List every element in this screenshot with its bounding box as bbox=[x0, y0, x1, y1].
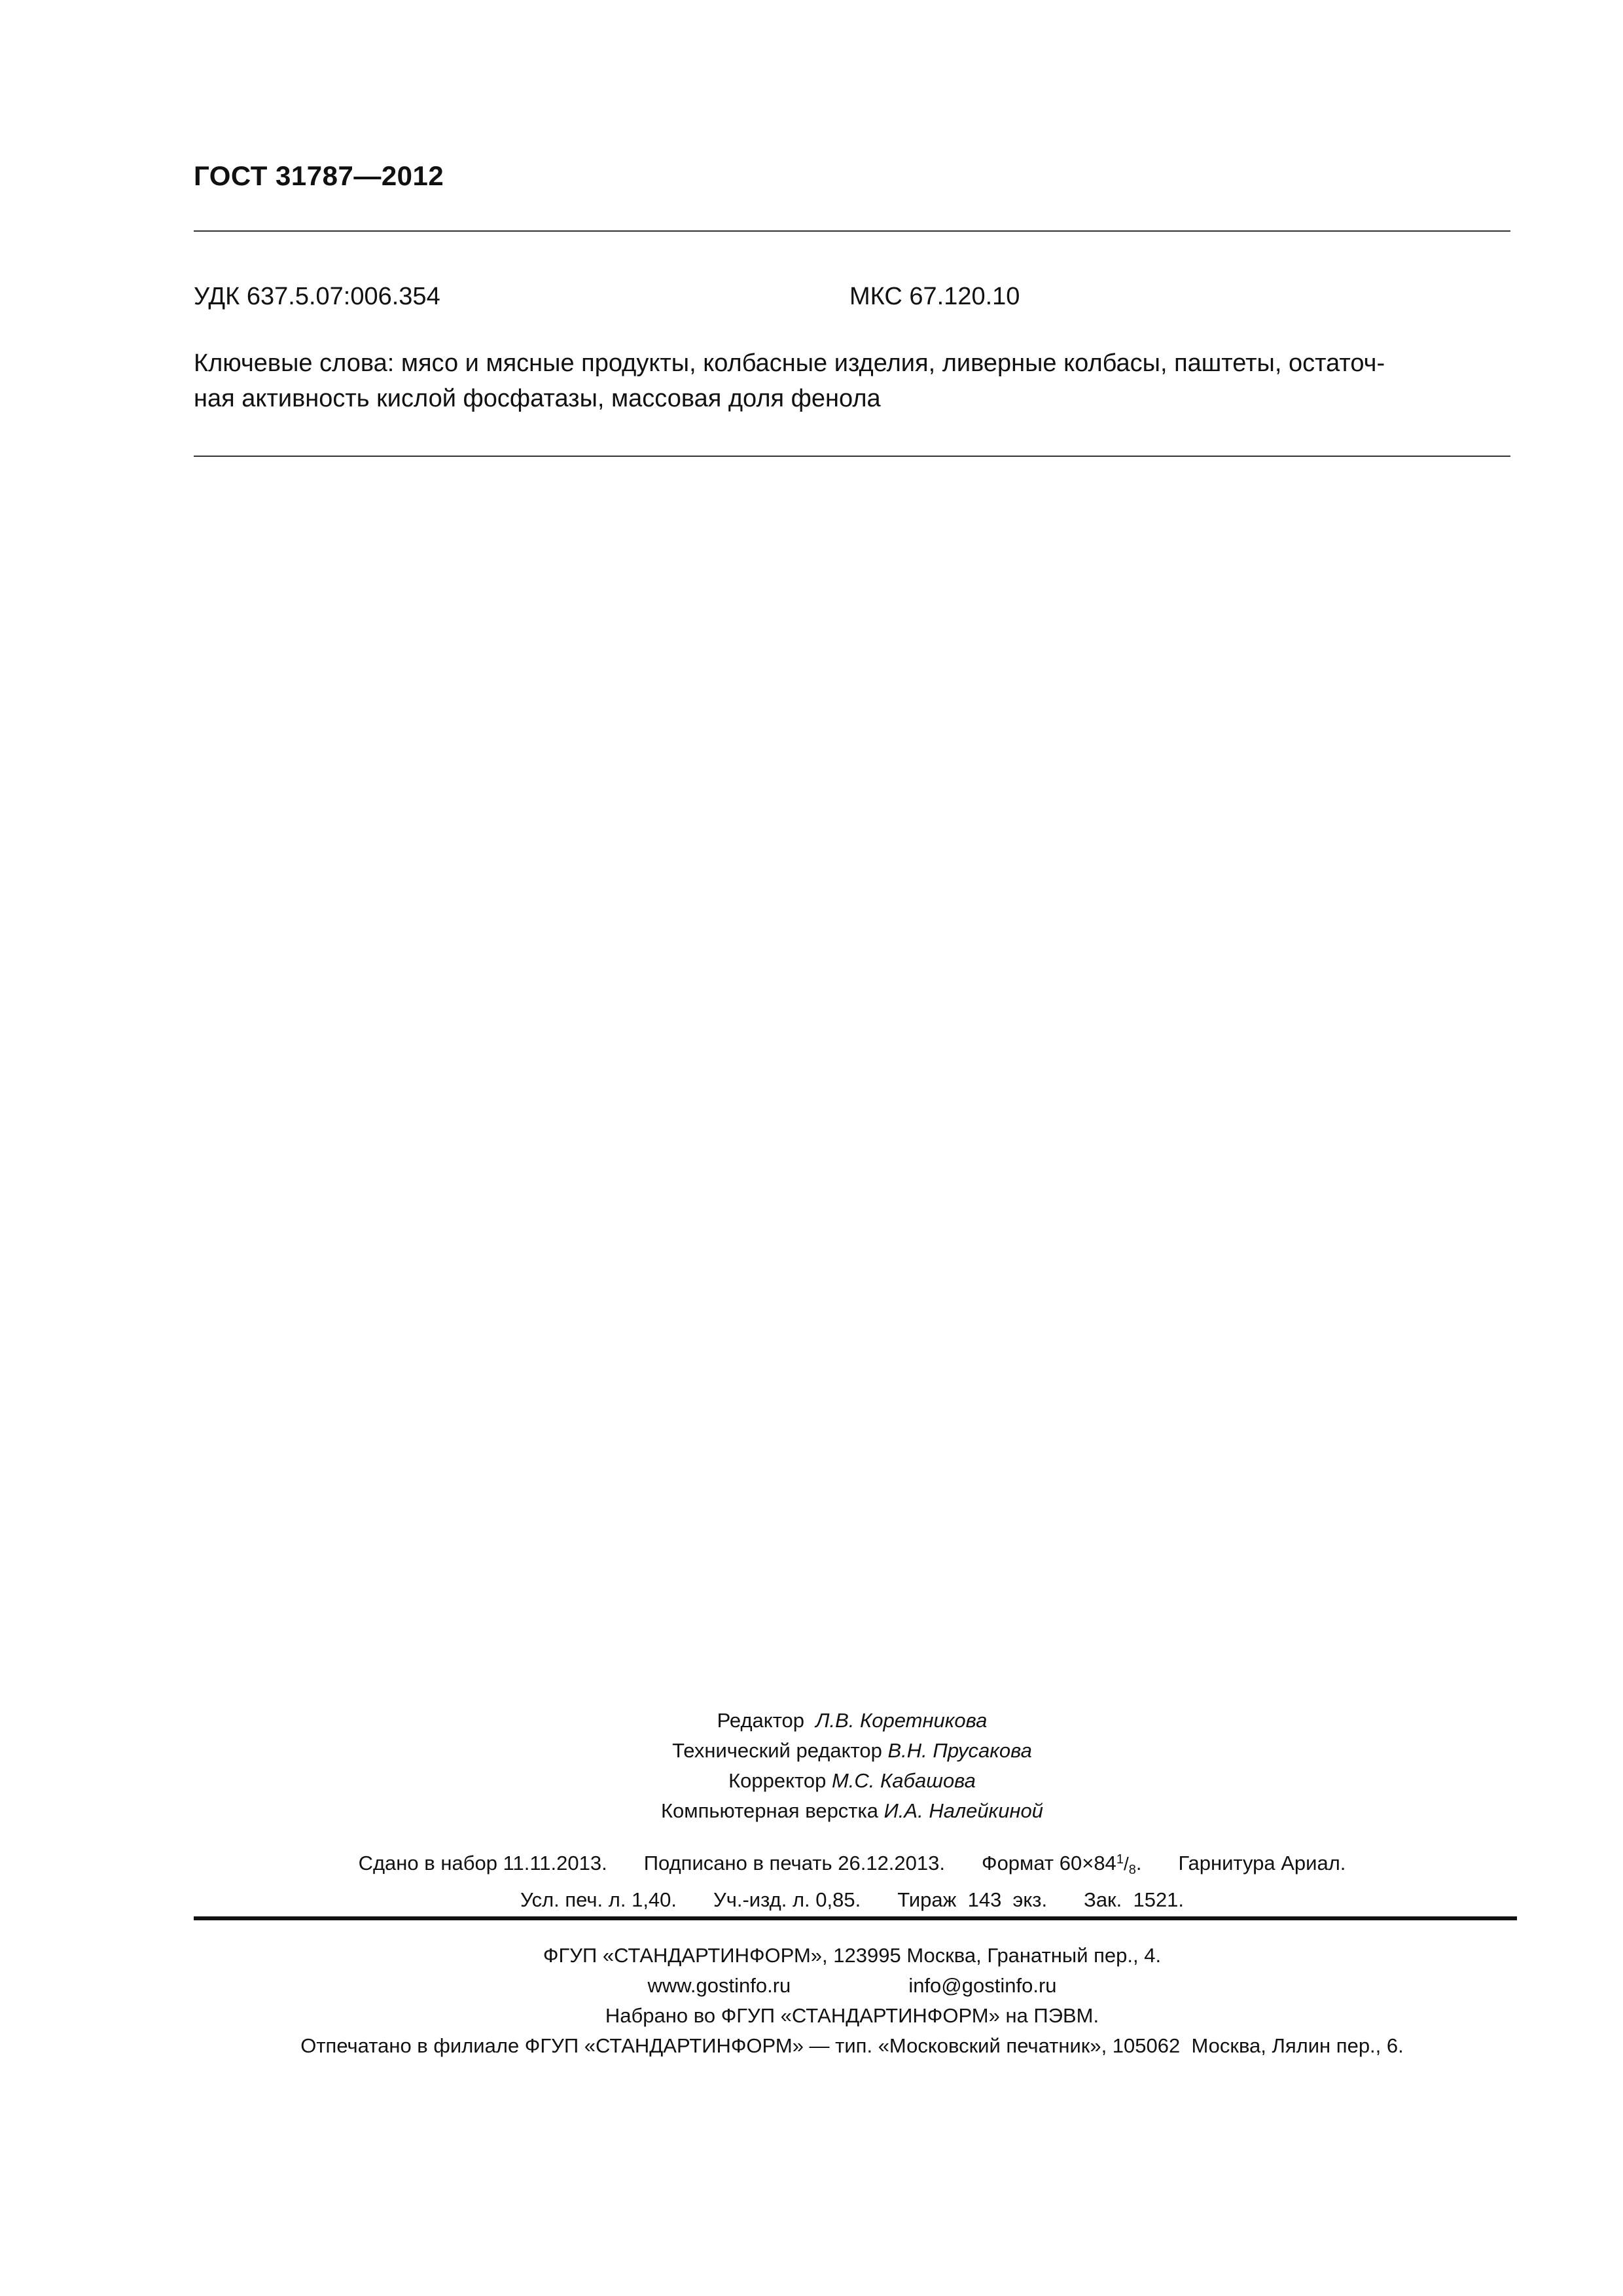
credit-technical-editor bbox=[194, 1736, 1510, 1766]
credit-person: М.С. Кабашова bbox=[831, 1769, 976, 1792]
typeset-note: Набрано во ФГУП «СТАНДАРТИНФОРМ» на ПЭВМ. bbox=[605, 2004, 1099, 2027]
submitted-date: Сдано в набор 11.11.2013. bbox=[358, 1852, 607, 1874]
top-divider bbox=[194, 230, 1510, 232]
signed-date: Подписано в печать 26.12.2013. bbox=[643, 1852, 945, 1874]
credit-role: Технический редактор bbox=[672, 1739, 882, 1762]
print-info-line-2 bbox=[194, 1885, 1510, 1915]
credit-proofreader bbox=[194, 1766, 1510, 1796]
credit-person: Л.В. Коретникова bbox=[815, 1709, 988, 1732]
print-info-line-1 bbox=[194, 1844, 1510, 1885]
credit-person: В.Н. Прусакова bbox=[887, 1739, 1032, 1762]
publisher-block bbox=[194, 1941, 1510, 2061]
publisher-contacts bbox=[194, 1971, 1510, 2001]
print-sheets: Усл. печ. л. 1,40. bbox=[520, 1888, 677, 1911]
udk-code: УДК 637.5.07:006.354 bbox=[194, 283, 440, 310]
imprint-divider bbox=[194, 1916, 1517, 1920]
credit-role: Корректор bbox=[728, 1769, 827, 1792]
printed-note: Отпечатано в филиале ФГУП «СТАНДАРТИНФОРМ» — тип. «Московский печатник», 105062 Москва, Лялин пер., 6. bbox=[300, 2034, 1404, 2057]
credits-block bbox=[194, 1706, 1510, 1826]
keywords-line-1: Ключевые слова: мясо и мясные продукты, колбасные изделия, ливерные колбасы, паштеты, остаточ- bbox=[194, 350, 1385, 377]
order-number: Зак. 1521. bbox=[1084, 1888, 1185, 1911]
credit-editor bbox=[194, 1706, 1510, 1736]
publisher-website: www.gostinfo.ru bbox=[647, 1974, 791, 1997]
print-run: Тираж 143 экз. bbox=[897, 1888, 1048, 1911]
document-number: ГОСТ 31787—2012 bbox=[194, 160, 444, 191]
publisher-address: ФГУП «СТАНДАРТИНФОРМ», 123995 Москва, Гранатный пер., 4. bbox=[543, 1944, 1162, 1967]
publisher-email: info@gostinfo.ru bbox=[908, 1974, 1057, 1997]
keywords-block bbox=[194, 346, 1510, 416]
mks-code: МКС 67.120.10 bbox=[849, 283, 1020, 310]
credit-layout bbox=[194, 1796, 1510, 1826]
keywords-line-2: ная активность кислой фосфатазы, массовая доля фенола bbox=[194, 385, 881, 412]
publication-sheets: Уч.-изд. л. 0,85. bbox=[713, 1888, 861, 1911]
keywords-divider bbox=[194, 456, 1510, 457]
credit-role: Редактор bbox=[717, 1709, 805, 1732]
paper-format: Формат $60\times 84^1/_8$. bbox=[982, 1852, 1142, 1877]
credit-role: Компьютерная верстка bbox=[661, 1799, 878, 1822]
print-info-block bbox=[194, 1844, 1510, 1915]
typeface: Гарнитура Ариал. bbox=[1178, 1852, 1346, 1874]
credit-person: И.А. Налейкиной bbox=[883, 1799, 1043, 1822]
